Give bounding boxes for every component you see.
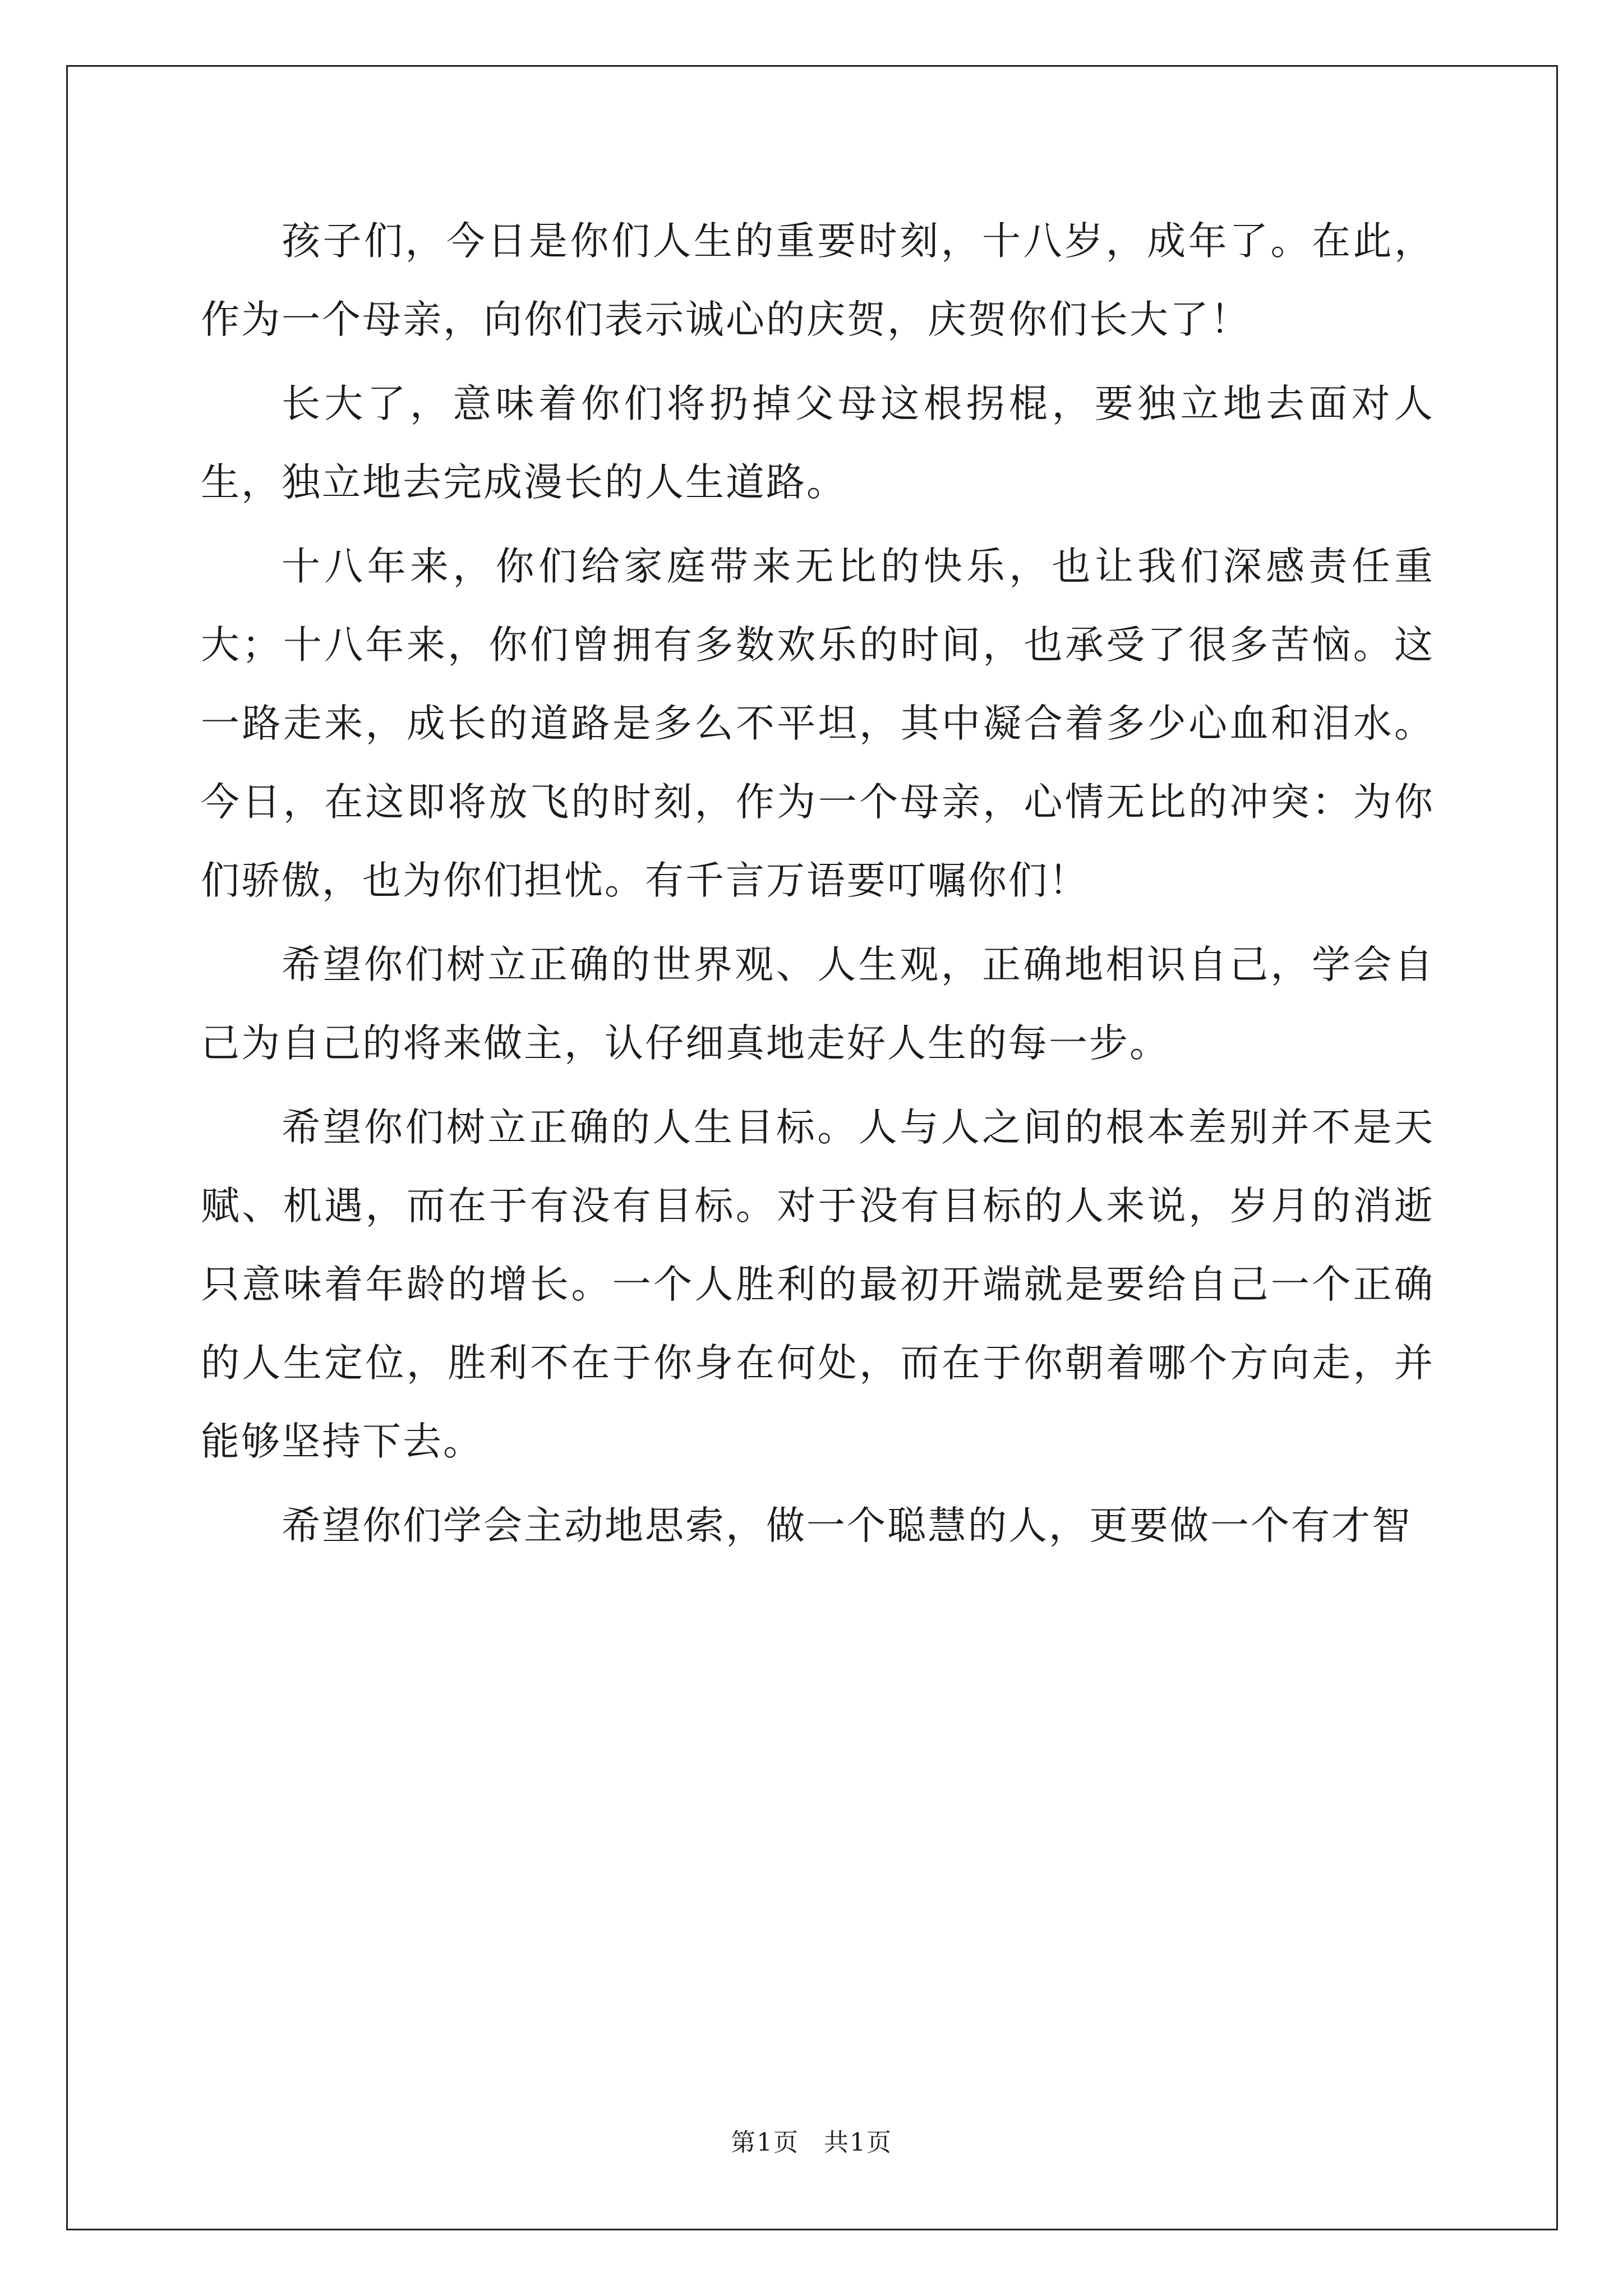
page-total: 共1页: [824, 2128, 892, 2157]
paragraph: 希望你们树立正确的人生目标。人与人之间的根本差别并不是天赋、机遇，而在于有没有目标。对于没有目标的人来说，岁月的消逝只意味着年龄的增长。一个人胜利的最初开端就是要给自己一个正确的人生定位，胜利不在于你身在何处，而在于你朝着哪个方向走，并能够坚持下去。: [201, 1105, 1435, 1464]
paragraph: 希望你们树立正确的世界观、人生观，正确地相识自己，学会自己为自己的将来做主，认仔细真地走好人生的每一步。: [201, 942, 1435, 1066]
document-body: [201, 202, 1435, 1571]
paragraph: 孩子们，今日是你们人生的重要时刻，十八岁，成年了。在此，作为一个母亲，向你们表示诚心的庆贺，庆贺你们长大了！: [201, 219, 1435, 342]
page-footer: [0, 2126, 1623, 2160]
paragraph: 希望你们学会主动地思索，做一个聪慧的人，更要做一个有才智: [282, 1503, 1412, 1548]
page-number: 第1页: [731, 2128, 799, 2157]
paragraph: 十八年来，你们给家庭带来无比的快乐，也让我们深感责任重大；十八年来，你们曾拥有多数欢乐的时间，也承受了很多苦恼。这一路走来，成长的道路是多么不平坦，其中凝合着多少心血和泪水。今日，在这即将放飞的时刻，作为一个母亲，心情无比的冲突：为你们骄傲，也为你们担忧。有千言万语要叮嘱你们！: [201, 544, 1435, 903]
paragraph: 长大了，意味着你们将扔掉父母这根拐棍，要独立地去面对人生，独立地去完成漫长的人生道路。: [201, 381, 1435, 505]
